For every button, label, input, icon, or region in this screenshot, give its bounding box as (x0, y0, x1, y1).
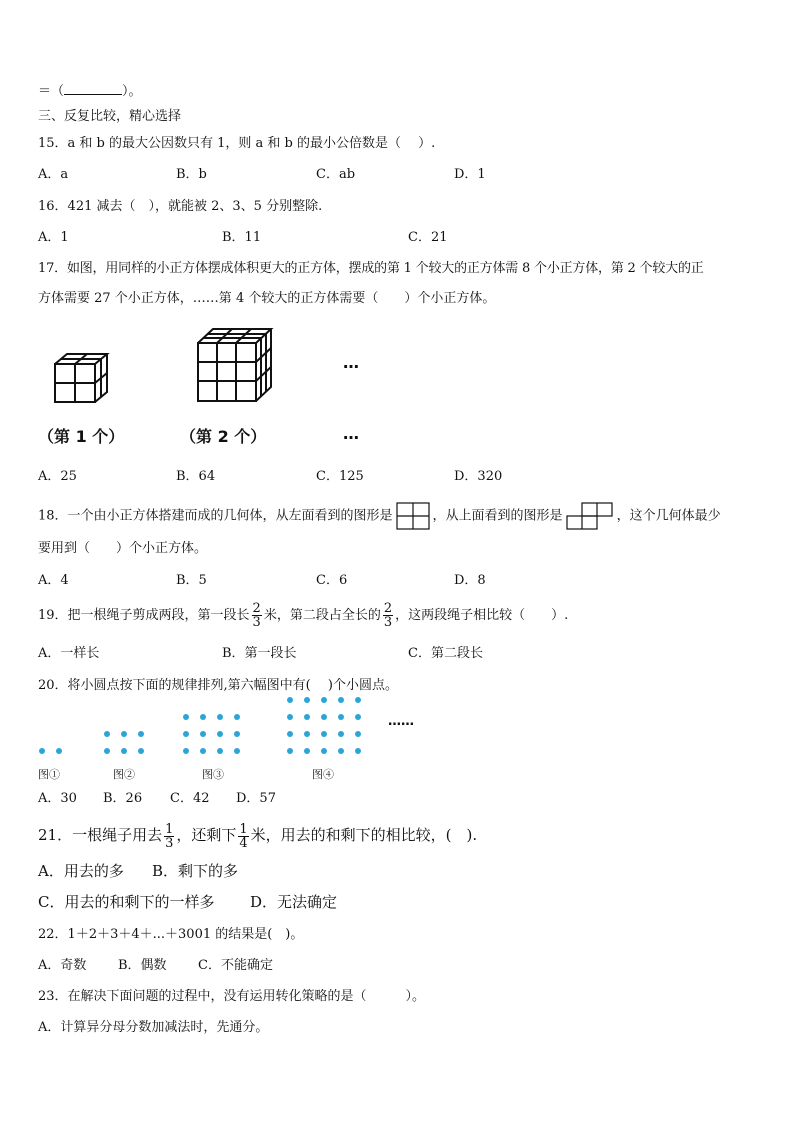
dot-fig3 (217, 748, 223, 754)
cube-3x3-figure (195, 325, 275, 405)
dot-fig4 (287, 731, 293, 737)
q21-option-a[interactable]: A．用去的多 (38, 862, 124, 880)
dot-fig3 (183, 714, 189, 720)
left-view-grid-icon (396, 502, 430, 530)
q15-option-d[interactable]: D．1 (454, 167, 486, 182)
fraction-1-3: $\frac{1}{3}$ (165, 821, 174, 851)
dot-fig2 (121, 731, 127, 737)
dot-fig2 (104, 731, 110, 737)
fig1-caption: （第 1 个） (38, 427, 125, 446)
dot-fig3 (200, 714, 206, 720)
q19-option-a[interactable]: A．一样长 (38, 646, 100, 661)
dot-fig4 (304, 748, 310, 754)
q17-option-b[interactable]: B．64 (176, 469, 216, 484)
q18-option-a[interactable]: A．4 (38, 573, 69, 588)
dot-fig4 (338, 697, 344, 703)
answer-line-top: ＝（ ）。 (38, 84, 142, 99)
q20-option-d[interactable]: D．57 (236, 791, 276, 806)
section-title: 三、反复比较，精心选择 (38, 109, 182, 124)
dot-figure-label-2: 图② (113, 768, 135, 781)
fraction-2-3: $\frac{2}{3}$ (252, 601, 261, 630)
q22-option-c[interactable]: C．不能确定 (198, 958, 273, 973)
ellipsis-top: … (343, 353, 359, 372)
dot-fig3 (183, 731, 189, 737)
q15-option-b[interactable]: B．b (176, 167, 207, 182)
q22-option-a[interactable]: A．奇数 (38, 958, 87, 973)
q18-stem-line1: 18．一个由小正方体搭建而成的几何体，从左面看到的图形是 ，从上面看到的图形是 ，这个几何体最少 (38, 502, 721, 530)
q17-stem-line1: 17．如图，用同样的小正方体摆成体积更大的正方体，摆成的第 1 个较大的正方体需 8 个小正方体，第 2 个较大的正 (38, 261, 704, 276)
dot-fig4 (355, 748, 361, 754)
q16-stem: 16．421 减去（ ），就能被 2、3、5 分别整除. (38, 199, 323, 214)
q17-option-a[interactable]: A．25 (38, 469, 77, 484)
dot-fig4 (287, 697, 293, 703)
answer-blank[interactable] (64, 82, 122, 95)
dot-fig4 (287, 748, 293, 754)
dot-fig2 (138, 748, 144, 754)
ellipsis-bottom: … (343, 424, 359, 443)
q18-option-b[interactable]: B．5 (176, 573, 207, 588)
q18-stem-line2: 要用到（ ）个小正方体。 (38, 541, 208, 556)
q23-stem: 23．在解决下面问题的过程中，没有运用转化策略的是（ ）。 (38, 989, 426, 1004)
q18-option-d[interactable]: D．8 (454, 573, 486, 588)
q20-stem: 20．将小圆点按下面的规律排列,第六幅图中有( )个小圆点。 (38, 678, 398, 693)
dot-fig4 (338, 748, 344, 754)
dot-fig1 (39, 748, 45, 754)
dot-fig4 (321, 697, 327, 703)
dot-fig4 (321, 714, 327, 720)
q21-option-d[interactable]: D．无法确定 (250, 893, 338, 911)
q21-option-c[interactable]: C．用去的和剩下的一样多 (38, 893, 215, 911)
q21-stem: 21．一根绳子用去 $\frac{1}{3}$ ，还剩下 $\frac{1}{4}$ 米，用去的和剩下的相比较，( ). (38, 821, 478, 851)
dot-fig4 (355, 714, 361, 720)
dot-fig3 (217, 714, 223, 720)
q19-option-b[interactable]: B．第一段长 (222, 646, 297, 661)
q16-option-a[interactable]: A．1 (38, 230, 69, 245)
q20-option-a[interactable]: A．30 (38, 791, 77, 806)
dot-fig4 (287, 714, 293, 720)
dot-ellipsis: …… (388, 714, 414, 729)
dot-fig4 (321, 748, 327, 754)
dot-fig4 (321, 731, 327, 737)
dot-fig2 (104, 748, 110, 754)
dot-fig3 (234, 748, 240, 754)
dot-fig3 (200, 748, 206, 754)
dot-figure-label-4: 图④ (312, 768, 334, 781)
q17-stem-line2: 方体需要 27 个小正方体，……第 4 个较大的正方体需要（ ）个小正方体。 (38, 291, 496, 306)
q15-option-c[interactable]: C．ab (316, 167, 356, 182)
q17-option-c[interactable]: C．125 (316, 469, 364, 484)
cube-2x2-figure (50, 348, 110, 408)
dot-fig3 (183, 748, 189, 754)
dot-fig2 (121, 748, 127, 754)
q22-stem: 22．1＋2＋3＋4＋...＋3001 的结果是( )。 (38, 927, 304, 942)
dot-fig4 (338, 731, 344, 737)
q15-stem: 15．a 和 b 的最大公因数只有 1，则 a 和 b 的最小公倍数是（ ）. (38, 136, 436, 151)
dot-fig4 (304, 697, 310, 703)
dot-figure-label-3: 图③ (202, 768, 224, 781)
q20-option-b[interactable]: B．26 (103, 791, 143, 806)
dot-fig4 (338, 714, 344, 720)
top-view-grid-icon (566, 502, 614, 530)
q19-stem: 19．把一根绳子剪成两段，第一段长 $\frac{2}{3}$ 米，第二段占全长的 $\frac{2}{3}$ ，这两段绳子相比较（ ）. (38, 601, 569, 630)
q21-option-b[interactable]: B．剩下的多 (152, 862, 239, 880)
fig2-caption: （第 2 个） (180, 427, 267, 446)
dot-fig1 (56, 748, 62, 754)
dot-fig3 (234, 731, 240, 737)
q23-option-a[interactable]: A．计算异分母分数加减法时，先通分。 (38, 1020, 269, 1035)
q16-option-c[interactable]: C．21 (408, 230, 448, 245)
dot-fig4 (355, 731, 361, 737)
dot-figure-label-1: 图① (38, 768, 60, 781)
fraction-2-3: $\frac{2}{3}$ (383, 601, 393, 630)
q15-option-a[interactable]: A．a (38, 167, 69, 182)
q18-option-c[interactable]: C．6 (316, 573, 348, 588)
dot-fig3 (234, 714, 240, 720)
dot-fig4 (304, 731, 310, 737)
q22-option-b[interactable]: B．偶数 (118, 958, 167, 973)
fraction-1-4: $\frac{1}{4}$ (239, 821, 248, 851)
dot-fig3 (217, 731, 223, 737)
dot-fig4 (355, 697, 361, 703)
dot-fig3 (200, 731, 206, 737)
q20-option-c[interactable]: C．42 (170, 791, 210, 806)
q17-option-d[interactable]: D．320 (454, 469, 503, 484)
dot-fig2 (138, 731, 144, 737)
q19-option-c[interactable]: C．第二段长 (408, 646, 483, 661)
dot-fig4 (304, 714, 310, 720)
q16-option-b[interactable]: B．11 (222, 230, 262, 245)
